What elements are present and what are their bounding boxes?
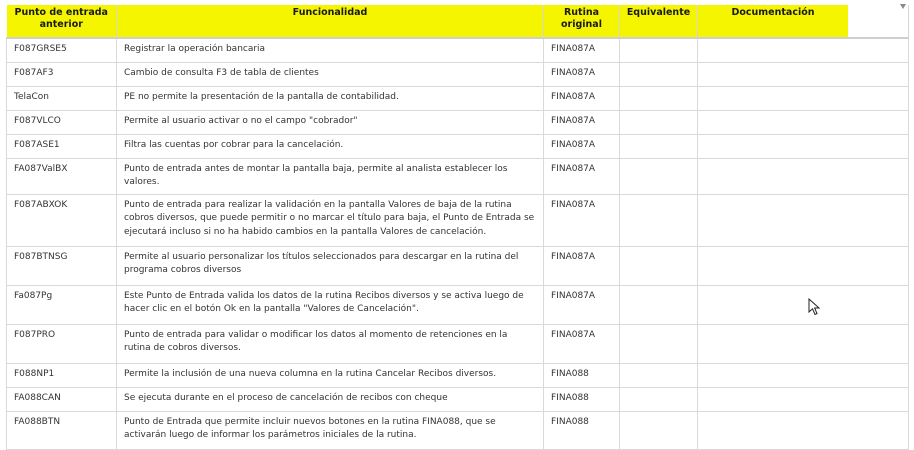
table-row: [7, 194, 909, 246]
cell-rutina-original[interactable]: FINA088: [544, 411, 620, 449]
cell-funcionalidad[interactable]: Punto de entrada para validar o modificar los datos al momento de retenciones en la rutina de cobros diversos.: [117, 324, 544, 363]
cell-documentacion[interactable]: [698, 246, 909, 285]
column-header-equivalente[interactable]: Equivalente: [620, 5, 698, 38]
cell-documentacion[interactable]: [698, 86, 909, 110]
cell-equivalente[interactable]: [620, 285, 698, 324]
cell-documentacion[interactable]: [698, 62, 909, 86]
cell-punto-entrada[interactable]: F087VLCO: [7, 110, 117, 134]
cell-funcionalidad[interactable]: Permite la inclusión de una nueva columna en la rutina Cancelar Recibos diversos.: [117, 363, 544, 387]
cell-punto-entrada[interactable]: FA087ValBX: [7, 158, 117, 194]
cell-rutina-original[interactable]: FINA088: [544, 387, 620, 411]
column-header-documentacion: Documentación: [731, 7, 815, 18]
filter-icon[interactable]: [900, 4, 906, 9]
cell-funcionalidad[interactable]: Permite al usuario activar o no el campo "cobrador": [117, 110, 544, 134]
cell-rutina-original[interactable]: FINA087A: [544, 110, 620, 134]
cell-equivalente[interactable]: [620, 158, 698, 194]
cell-funcionalidad[interactable]: Cambio de consulta F3 de tabla de clientes: [117, 62, 544, 86]
column-header-funcionalidad[interactable]: Funcionalidad: [117, 5, 544, 38]
cell-punto-entrada[interactable]: FA088CAN: [7, 387, 117, 411]
table-row: [7, 324, 909, 363]
table-wrapper: [6, 5, 908, 450]
cell-punto-entrada[interactable]: F087PRO: [7, 324, 117, 363]
cell-documentacion[interactable]: [698, 285, 909, 324]
cell-equivalente[interactable]: [620, 324, 698, 363]
cell-documentacion[interactable]: [698, 194, 909, 246]
table-header-row: [7, 5, 909, 38]
table-row: [7, 363, 909, 387]
cell-punto-entrada[interactable]: FA088BTN: [7, 411, 117, 449]
cell-rutina-original[interactable]: FINA087A: [544, 86, 620, 110]
cell-rutina-original[interactable]: FINA087A: [544, 246, 620, 285]
table-row: [7, 285, 909, 324]
cell-documentacion[interactable]: [698, 411, 909, 449]
cell-equivalente[interactable]: [620, 134, 698, 158]
cell-funcionalidad[interactable]: Se ejecuta durante en el proceso de cancelación de recibos con cheque: [117, 387, 544, 411]
table-body: [7, 38, 909, 449]
table-row: [7, 86, 909, 110]
cell-punto-entrada[interactable]: Fa087Pg: [7, 285, 117, 324]
cell-punto-entrada[interactable]: F087BTNSG: [7, 246, 117, 285]
cell-punto-entrada[interactable]: F087ABXOK: [7, 194, 117, 246]
cell-equivalente[interactable]: [620, 86, 698, 110]
cell-punto-entrada[interactable]: F088NP1: [7, 363, 117, 387]
cell-punto-entrada[interactable]: F087GRSE5: [7, 38, 117, 62]
column-header-documentacion-cell[interactable]: [698, 5, 909, 38]
column-header-punto-entrada[interactable]: Punto de entrada anterior: [7, 5, 117, 38]
entry-points-table: [6, 5, 909, 450]
cell-rutina-original[interactable]: FINA087A: [544, 324, 620, 363]
table-row: [7, 411, 909, 449]
cell-equivalente[interactable]: [620, 387, 698, 411]
documentacion-highlight: [698, 5, 848, 37]
cell-equivalente[interactable]: [620, 62, 698, 86]
cell-rutina-original[interactable]: FINA087A: [544, 285, 620, 324]
column-header-rutina-original[interactable]: Rutina original: [544, 5, 620, 38]
cell-punto-entrada[interactable]: F087AF3: [7, 62, 117, 86]
cell-documentacion[interactable]: [698, 363, 909, 387]
table-row: [7, 387, 909, 411]
cell-rutina-original[interactable]: FINA088: [544, 363, 620, 387]
cell-funcionalidad[interactable]: Punto de Entrada que permite incluir nuevos botones en la rutina FINA088, que se activarán luego de informar los parámetros iniciales de la rutina.: [117, 411, 544, 449]
table-row: [7, 110, 909, 134]
cell-funcionalidad[interactable]: Permite al usuario personalizar los títulos seleccionados para descargar en la rutina del programa cobros diversos: [117, 246, 544, 285]
cell-documentacion[interactable]: [698, 38, 909, 62]
mouse-cursor-icon: [808, 298, 822, 316]
cell-documentacion[interactable]: [698, 387, 909, 411]
cell-funcionalidad[interactable]: Punto de entrada antes de montar la pantalla baja, permite al analista establecer los valores.: [117, 158, 544, 194]
cell-rutina-original[interactable]: FINA087A: [544, 62, 620, 86]
cell-punto-entrada[interactable]: TelaCon: [7, 86, 117, 110]
cell-equivalente[interactable]: [620, 110, 698, 134]
cell-documentacion[interactable]: [698, 324, 909, 363]
cell-rutina-original[interactable]: FINA087A: [544, 194, 620, 246]
table-row: [7, 38, 909, 62]
cell-funcionalidad[interactable]: Filtra las cuentas por cobrar para la cancelación.: [117, 134, 544, 158]
table-row: [7, 158, 909, 194]
cell-equivalente[interactable]: [620, 411, 698, 449]
cell-funcionalidad[interactable]: Punto de entrada para realizar la validación en la pantalla Valores de baja de la rutina cobros diversos, que puede permitir o no marcar el título para baja, el Punto de Entrada se ejecutará incluso si no ha habido cambios en la pantalla Valores de cancelación.: [117, 194, 544, 246]
cell-equivalente[interactable]: [620, 194, 698, 246]
cell-rutina-original[interactable]: FINA087A: [544, 38, 620, 62]
cell-equivalente[interactable]: [620, 38, 698, 62]
cell-documentacion[interactable]: [698, 158, 909, 194]
cell-equivalente[interactable]: [620, 363, 698, 387]
table-row: [7, 134, 909, 158]
cell-documentacion[interactable]: [698, 134, 909, 158]
cell-rutina-original[interactable]: FINA087A: [544, 158, 620, 194]
table-row: [7, 62, 909, 86]
cell-funcionalidad[interactable]: Registrar la operación bancaria: [117, 38, 544, 62]
cell-funcionalidad[interactable]: Este Punto de Entrada valida los datos de la rutina Recibos diversos y se activa luego de hacer clic en el botón Ok en la pantalla "Valores de Cancelación".: [117, 285, 544, 324]
cell-funcionalidad[interactable]: PE no permite la presentación de la pantalla de contabilidad.: [117, 86, 544, 110]
cell-rutina-original[interactable]: FINA087A: [544, 134, 620, 158]
cell-equivalente[interactable]: [620, 246, 698, 285]
table-row: [7, 246, 909, 285]
cell-punto-entrada[interactable]: F087ASE1: [7, 134, 117, 158]
cell-documentacion[interactable]: [698, 110, 909, 134]
